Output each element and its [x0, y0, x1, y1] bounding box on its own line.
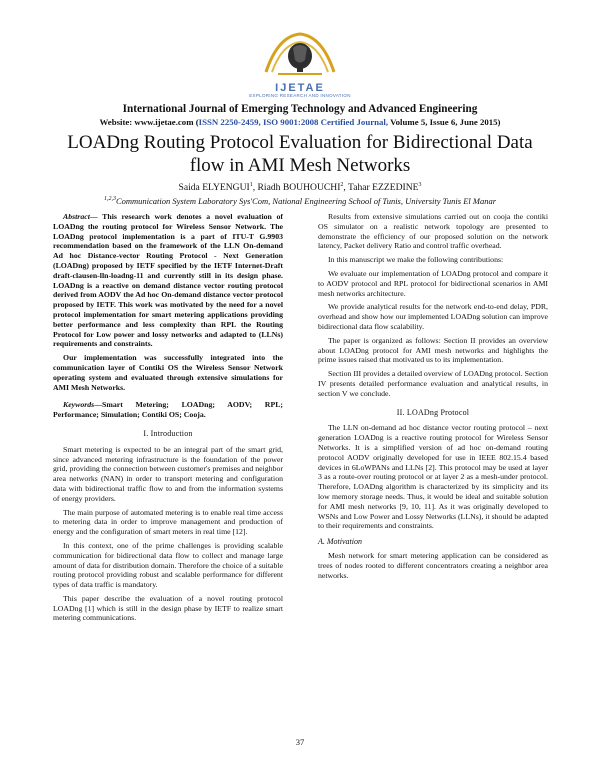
- author-list: Saida ELYENGUI$^1$, Riadh BOUHOUCHI$^2$, Tahar EZZEDINE$^3$: [178, 182, 422, 193]
- journal-website: [0, 117, 600, 127]
- abstract-paragraph-2: Our implementation was successfully integrated into the communication layer of Contiki OS the Wireless Sensor Network operating system and evaluated through extensive simulations for AMI Mesh Networks.: [53, 353, 283, 392]
- left-column: [53, 212, 283, 627]
- abstract: Abstract— This research work denotes a novel evaluation of LOADng the routing protocol for Wireless Sensor Network. The LOADng protocol implementation is a part of ITU-T G.9903 recommendation based on the framework of the LLN On-demand Ad hoc Distance-vector Routing Protocol - Next Generation (LOADng) proposed by IETF specified by the IETF Internet-Draft draft-clausen-lln-loadng-11 and currently still in its design phase. LOADng is a reactive on demand distance vector routing protocol derived from AODV the Ad hoc On-demand distance vector protocol proposed by IETF. This work was motivated by the need for a novel protocol implementation for smart metering applications providing better performance and less complexity than RPL the Routing Protocol for Low power and lossy networks and adapted to (LLNs) requirements and constraints.: [53, 212, 283, 349]
- keywords: Keywords—Smart Metering; LOADng; AODV; RPL; Performance; Simulation; Contiki OS; Cooja.: [53, 400, 283, 420]
- section-heading-loadng-protocol: II. LOADng Protocol: [396, 407, 470, 417]
- paragraph: The LLN on-demand ad hoc distance vector routing protocol – next generation LOADng is a reactive routing protocol for Wireless Sensor Networks. It is a simplified version of ad hoc on-demand routing protocol AODV originally developed for use in IEEE 802.15.4 based devices in 6LoWPANs and LLNs [2]. This protocol may be used at layer 3 as a route-over routing protocol or at layer 2 as a mesh-under protocol. Therefore, LOADng algorithm is characterized by its simplicity and its low memory storage needs. Thus, it would be ideal and suitable solution for AMI mesh networks [9, 10, 11]. As it was originally developed to WSNs and Low Power and Lossy Networks (LLNs), it should be adapted to their requirements and constraints.: [318, 423, 548, 531]
- paragraph: In this manuscript we make the following contributions:: [328, 255, 504, 265]
- paper-title: LOADng Routing Protocol Evaluation for Bidirectional Data flow in AMI Mesh Networks: [67, 132, 533, 176]
- website-prefix: Website: www.ijetae.com (: [99, 117, 199, 127]
- section-heading-introduction: I. Introduction: [143, 428, 193, 438]
- logo-tagline: EXPLORING RESEARCH AND INNOVATION: [249, 93, 351, 98]
- logo-wordmark: IJETAE: [275, 82, 325, 94]
- journal-name: International Journal of Emerging Technology and Advanced Engineering: [122, 103, 478, 115]
- paragraph: In this context, one of the prime challenges is providing scalable communication for bidirectional data flow to collect and manage large amount of data for distribution domain. Therefore the choice of a suitable routing protocol providing robust and scalable performance for different types of data traffic is mandatory.: [53, 540, 283, 590]
- paragraph: Mesh network for smart metering application can be considered as trees of nodes rooted to different concentrators creating a neighbor area networks.: [318, 550, 548, 580]
- paragraph: The paper is organized as follows: Section II provides an overview about LOADng protocol for AMI mesh networks and highlights the prime issues raised that motivated us to its implementation.: [318, 335, 548, 365]
- paragraph: We provide analytical results for the network end-to-end delay, PDR, overhead and show how our implemented LOADng solution can improve bidirectional data flow scalability.: [318, 302, 548, 331]
- website-suffix: Volume 5, Issue 6, June 2015): [388, 117, 501, 127]
- paragraph: We evaluate our implementation of LOADng protocol and compare it to AODV protocol and RPL protocol for bidirectional scenarios in AMI mesh networks architecture.: [318, 268, 548, 298]
- right-column: [318, 212, 548, 584]
- page-number: 37: [295, 737, 305, 747]
- author-1: Saida ELYENGUI: [178, 182, 250, 193]
- website-issn: ISSN 2250-2459, ISO 9001:2008 Certified Journal,: [198, 117, 389, 127]
- subsection-heading-motivation: A. Motivation: [318, 537, 362, 547]
- author-3: Tahar EZZEDINE: [348, 182, 419, 193]
- author-2: Riadh BOUHOUCHI: [257, 182, 341, 193]
- paragraph: Results from extensive simulations carried out on cooja the contiki OS simulator on a realistic network topology are presented to demonstrate the efficiency of our proposed solution on the network latency, Packet delivery Ratio and control traffic overhead.: [318, 212, 548, 251]
- paragraph: The main purpose of automated metering is to enable real time access to metering data in order to improve management and production of energy and the configuration of smart meters in real time [12].: [53, 507, 283, 537]
- paragraph: Section III provides a detailed overview of LOADng protocol. Section IV presents detailed performance evaluation and analytical results, in section V we conclude.: [318, 369, 548, 398]
- paragraph: Smart metering is expected to be an integral part of the smart grid, since advanced metering infrastructure is the foundation of the power grid, providing the connection between customer's premises and neighbor area networks (NAN) in order to transport metering and configuration data with bidirectional traffic flow to and from the information systems of energy providers.: [53, 444, 283, 503]
- paragraph: This paper describe the evaluation of a novel routing protocol LOADng [1] which is still in the design phase by IETF to realize smart metering communications.: [53, 593, 283, 623]
- affiliation: $^{1,2,3}$Communication System Laboratory Sys'Com, National Engineering School of Tunis, University Tunis El Manar: [103, 196, 497, 206]
